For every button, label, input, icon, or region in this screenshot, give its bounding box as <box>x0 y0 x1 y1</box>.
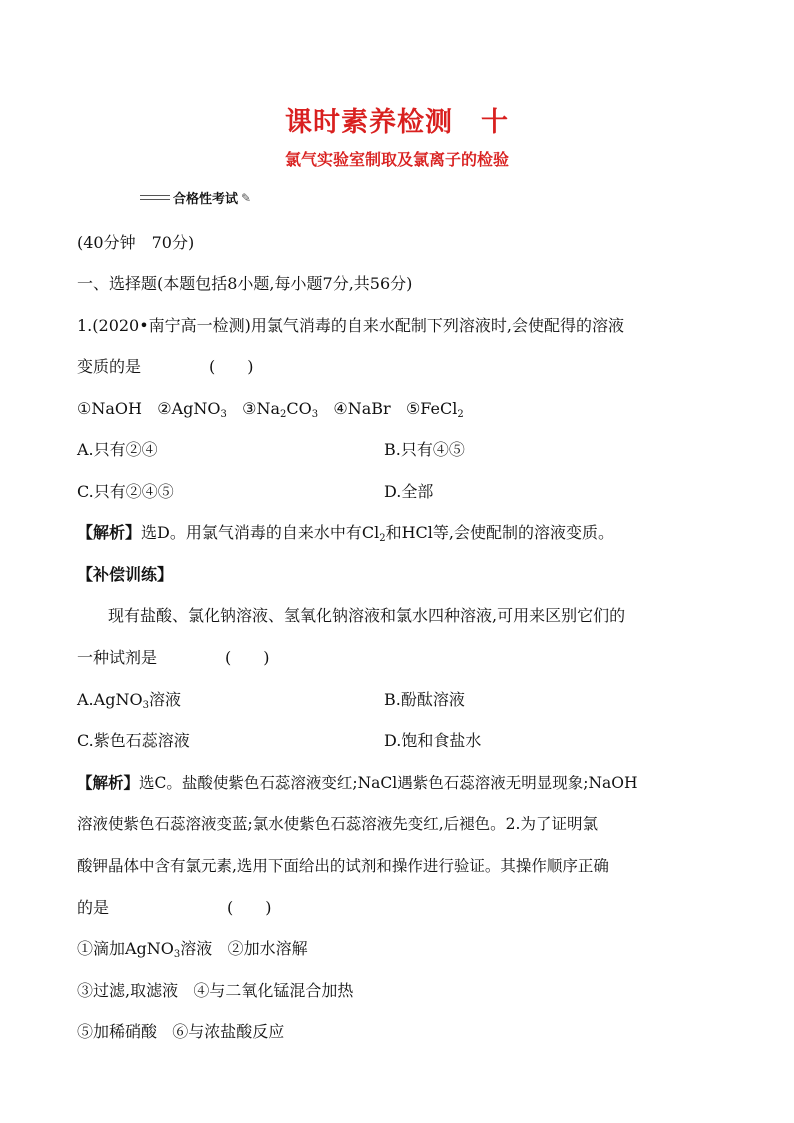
q1-option-a: A.只有②④ <box>77 440 158 459</box>
q1-stem-text: 变质的是 <box>77 357 142 376</box>
supplement-answer-paren: ( ) <box>225 648 270 667</box>
q2-step-3: ③过滤,取滤液 <box>77 981 179 1000</box>
q1-answer-paren: ( ) <box>209 357 254 376</box>
q1-item-4: ④NaBr <box>333 399 391 418</box>
q2-step-5: ⑤加稀硝酸 <box>77 1022 158 1041</box>
supplement-option-d: D.饱和食盐水 <box>384 731 482 750</box>
q1-stem-line1: 1.(2020•南宁高一检测)用氯气消毒的自来水配制下列溶液时,会使配得的溶液 <box>77 316 624 335</box>
supplement-stem-line2: 一种试剂是 ( ) <box>77 648 270 667</box>
q2-step-2: ②加水溶解 <box>227 939 308 958</box>
q2-step-4: ④与二氧化锰混合加热 <box>193 981 354 1000</box>
q1-items <box>77 398 464 420</box>
q2-steps-row3 <box>77 1021 284 1043</box>
q2-stem-end: 的是 ( ) <box>77 898 272 917</box>
supplement-stem-line1: 现有盐酸、氯化钠溶液、氢氧化钠溶液和氯水四种溶液,可用来区别它们的 <box>108 606 626 625</box>
section-tag <box>140 188 251 207</box>
supplement-option-c: C.紫色石蕊溶液 <box>77 731 190 750</box>
pencil-icon: ✎ <box>241 190 252 205</box>
analysis-label: 【解析】 <box>77 523 142 542</box>
q1-analysis: 【解析】选D。用氯气消毒的自来水中有$Cl_2$和HCl等,会使配制的溶液变质。 <box>77 523 614 544</box>
q2-step-1: ①滴加AgNO$_3$溶液 <box>77 939 213 960</box>
q1-item-2: ②AgNO$_3$ <box>157 399 227 420</box>
q2-steps-row2 <box>77 980 353 1002</box>
q1-item-1: ①NaOH <box>77 399 142 418</box>
q1-stem-line2 <box>77 356 254 378</box>
q1-item-3: $③Na_2CO_3$ <box>242 399 319 420</box>
supplement-analysis-line3: 酸钾晶体中含有氯元素,选用下面给出的试剂和操作进行验证。其操作顺序正确 <box>77 857 609 875</box>
supplement-label: 【补偿训练】 <box>77 565 174 584</box>
section-tag-label: 合格性考试 <box>173 192 239 207</box>
q2-steps-row1 <box>77 938 308 960</box>
q1-option-d: D.全部 <box>384 482 434 501</box>
q2-step-6: ⑥与浓盐酸反应 <box>172 1022 285 1041</box>
supplement-analysis-line1: 【解析】选C。盐酸使紫色石蕊溶液变红;NaCl遇紫色石蕊溶液无明显现象;NaOH <box>77 773 638 792</box>
q1-option-c: C.只有②④⑤ <box>77 482 174 501</box>
supplement-option-a: A.AgNO$_3$溶液 <box>77 690 181 711</box>
q2-answer-paren: ( ) <box>227 898 272 917</box>
supplement-option-b: B.酚酞溶液 <box>384 690 465 709</box>
q1-option-b: B.只有④⑤ <box>384 440 465 459</box>
page-subtitle: 氯气实验室制取及氯离子的检验 <box>284 150 509 169</box>
q1-item-5: ⑤FeCl$_2$ <box>405 399 464 420</box>
page-title: 课时素养检测 十 <box>285 107 509 138</box>
time-score: (40分钟 70分) <box>77 233 195 252</box>
supplement-analysis-line2: 溶液使紫色石蕊溶液变蓝;氯水使紫色石蕊溶液先变红,后褪色。2.为了证明氯 <box>77 815 598 833</box>
double-line-decoration <box>140 195 170 200</box>
part1-heading: 一、选择题(本题包括8小题,每小题7分,共56分) <box>77 274 413 293</box>
